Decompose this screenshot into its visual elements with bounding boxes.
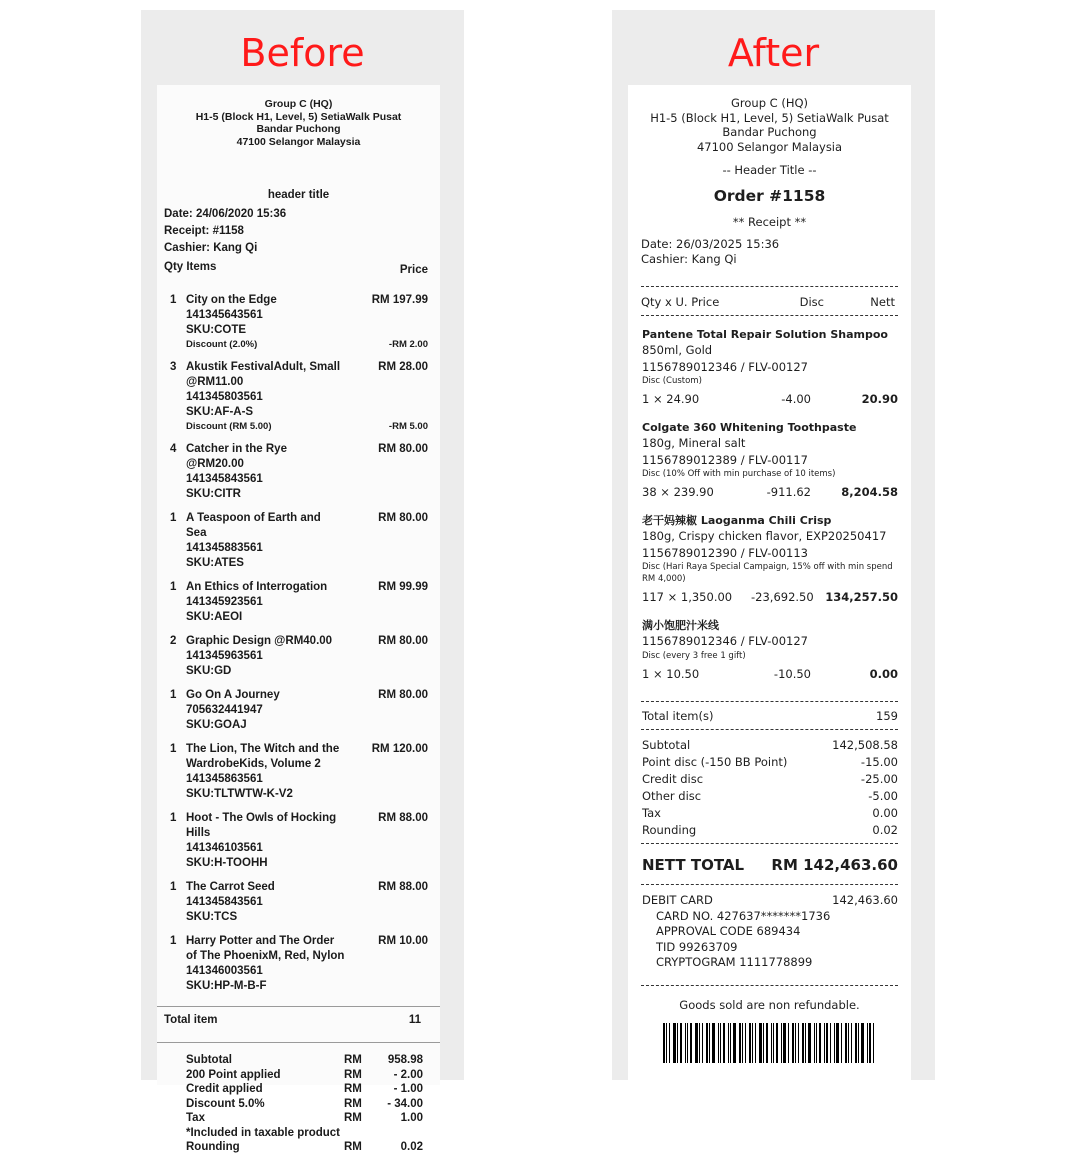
payment-detail: CRYPTOGRAM 1111778899 [656,955,813,969]
barcode-bar [673,1023,676,1063]
list-item: Pantene Total Repair Solution Shampoo 850ml, Gold 1156789012346 / FLV-00127 Disc (Custom) 1 × 24.90 -4.00 20.90 [642,328,898,406]
col-price: Price [399,264,428,276]
payment-detail: APPROVAL CODE 689434 [656,924,801,938]
item-name: The Carrot Seed 141345843561 SKU:TCS [186,881,275,923]
barcode [628,1023,911,1063]
item-qty: 1 [170,881,177,893]
summary-row: Tax RM 1.00 [186,1112,423,1124]
item-discount: Discount (2.0%) -RM 2.00 [186,339,428,350]
list-item: 满小饱肥汁米线 1156789012346 / FLV-00127 Disc (every 3 free 1 gift) 1 × 10.50 -10.50 0.00 [642,619,898,681]
store-line: H1-5 (Block H1, Level, 5) SetiaWalk Pusat [650,110,889,125]
store-line: H1-5 (Block H1, Level, 5) SetiaWalk Pusat [195,110,402,123]
summary-row: Credit disc -25.00 [642,771,898,786]
barcode-bar [752,1023,753,1063]
list-item [157,293,440,338]
item-qty: 4 [170,443,177,455]
barcode-bar [861,1023,864,1063]
barcode-bar [869,1023,871,1063]
barcode-bar [687,1023,688,1063]
barcode-bar [771,1023,772,1063]
barcode-bar [749,1023,751,1063]
item-discount: Disc (Hari Raya Special Campaign, 15% off with min spend RM 4,000) [642,562,893,584]
summary-row: *Included in taxable product [186,1126,340,1139]
barcode-bar [755,1023,756,1063]
barcode-bar [851,1023,852,1063]
barcode-bar [718,1023,719,1063]
item-name: Graphic Design @RM40.00 141345963561 SKU:GD [186,635,333,677]
item-name: Akustik FestivalAdult, Small @RM11.00 141345803561 SKU:AF-A-S [186,361,341,418]
summary [628,737,911,839]
barcode-bar [781,1023,782,1063]
divider [641,729,898,730]
item-price: RM 120.00 [371,743,428,755]
summary-row: Other disc -5.00 [642,788,898,803]
item-qty: 1 [170,935,177,947]
item-calc: 117 × 1,350.00 -23,692.50 134,257.50 [642,590,898,604]
barcode-bar [841,1023,842,1063]
store-line: 47100 Selangor Malaysia [236,135,361,148]
barcode-bar [798,1023,799,1063]
store-line: Group C (HQ) [264,98,333,110]
item-name: Go On A Journey 705632441947 SKU:GOAJ [186,689,280,731]
barcode-bar [669,1023,670,1063]
cashier: Cashier: Kang Qi [164,242,258,254]
barcode-bar [709,1023,710,1063]
total-items: Total item(s) 159 [642,708,898,723]
barcode-bar [773,1023,774,1063]
barcode-bar [830,1023,831,1063]
list-item [157,580,440,625]
item-discount: Disc (10% Off with min purchase of 10 items) [642,469,836,479]
item-price: RM 88.00 [378,812,428,824]
barcode-bar [702,1023,703,1063]
before-receipt [157,85,440,1153]
barcode-bar [699,1023,700,1063]
item-name: Colgate 360 Whitening Toothpaste [642,421,857,434]
barcode-bar [834,1023,835,1063]
list-item: 老干妈辣椒 Laoganma Chili Crisp 180g, Crispy chicken flavor, EXP20250417 1156789012390 / FLV-00113 Disc (Hari Raya Special Campaign, 15% off with min spend RM 4,000) 117 × 1,350.00 -23,692.50 134,257.50 [642,514,898,604]
header-title: -- Header Title -- [722,163,817,177]
summary-row: Subtotal RM 958.98 [186,1054,423,1066]
payment-method: DEBIT CARD 142,463.60 [642,892,898,907]
store-address [628,96,911,154]
receipt-meta [628,237,911,266]
item-calc: 38 × 239.90 -911.62 8,204.58 [642,485,898,499]
barcode-bar [826,1023,828,1063]
item-price: RM 99.99 [378,581,428,593]
barcode-bar [730,1023,731,1063]
barcode-bar [816,1023,817,1063]
barcode-bar [745,1023,746,1063]
item-name: An Ethics of Interrogation 141345923561 SKU:AEOI [186,581,328,623]
receipt-meta [157,206,440,257]
item-list [157,293,440,994]
header-title: header title [267,189,330,201]
payment-detail: CARD NO. 427637*******1736 [656,908,831,923]
summary [157,1042,440,1155]
list-item [157,811,440,871]
list-item [157,688,440,733]
item-name: Harry Potter and The Order of The PhoenixM, Red, Nylon 141346003561 SKU:HP-M-B-F [186,935,345,992]
total-item: Total item 11 [157,1006,440,1028]
barcode-bar [720,1023,721,1063]
item-qty: 1 [170,743,177,755]
barcode-bar [685,1023,686,1063]
item-price: RM 88.00 [378,881,428,893]
item-name: Catcher in the Rye @RM20.00 141345843561 SKU:CITR [186,443,287,500]
nett-total: NETT TOTAL RM 142,463.60 [642,855,898,874]
list-item: Colgate 360 Whitening Toothpaste 180g, Mineral salt 1156789012389 / FLV-00117 Disc (10% Off with min purchase of 10 items) 38 × 239.90 -911.62 8,204.58 [642,421,898,499]
before-title: Before [240,31,365,75]
item-discount: Discount (RM 5.00) -RM 5.00 [186,421,428,432]
barcode-bar [723,1023,725,1063]
item-price: RM 80.00 [378,443,428,455]
store-line: 47100 Selangor Malaysia [696,139,843,154]
barcode-bar [739,1023,741,1063]
barcode-bar [855,1023,857,1063]
store-line: Group C (HQ) [730,96,809,110]
list-item [157,880,440,925]
cashier: Cashier: Kang Qi [641,251,737,266]
summary-row: Rounding RM 0.02 [186,1141,423,1153]
barcode-bar [690,1023,692,1063]
summary-row: 200 Point applied RM - 2.00 [186,1068,423,1081]
after-panel [612,10,935,1080]
barcode-bar [845,1023,847,1063]
barcode-bar [802,1023,804,1063]
order-number: Order #1158 [713,187,826,205]
barcode-bar [677,1023,678,1063]
items-header [157,260,440,278]
item-price: RM 10.00 [378,935,428,947]
barcode-bar [733,1023,736,1063]
store-line: Bandar Puchong [256,123,341,135]
summary-row: Rounding 0.02 [642,822,898,837]
summary-row: Discount 5.0% RM - 34.00 [186,1097,423,1110]
barcode-bar [848,1023,849,1063]
divider [641,315,898,316]
item-qty: 3 [170,361,177,373]
item-qty: 1 [170,689,177,701]
item-calc: 1 × 24.90 -4.00 20.90 [642,392,898,406]
payment-detail: TID 99263709 [656,939,738,954]
barcode-bar [819,1023,821,1063]
barcode-bar [795,1023,796,1063]
barcode-bar [805,1023,806,1063]
item-price: RM 28.00 [378,361,428,373]
receipt-date: Date: 26/03/2025 15:36 [641,237,780,251]
item-name: 老干妈辣椒 Laoganma Chili Crisp [642,514,832,527]
list-item [157,442,440,502]
list-item [157,634,440,679]
item-discount: Disc (Custom) [642,376,702,386]
items-header: Qty x U. Price Disc Nett [641,295,895,309]
barcode-bar [766,1023,768,1063]
barcode-bar [836,1023,839,1063]
item-qty: 1 [170,294,177,306]
divider [641,884,898,885]
barcode-bar [824,1023,825,1063]
store-address [157,98,440,148]
after-receipt [628,85,911,1085]
col-items: Qty Items [164,261,217,273]
store-line: Bandar Puchong [722,125,817,139]
barcode-bar [873,1023,874,1063]
item-name: Pantene Total Repair Solution Shampoo [642,328,888,341]
barcode-bar [776,1023,778,1063]
item-price: RM 197.99 [371,294,428,306]
item-qty: 1 [170,512,177,524]
barcode-bar [706,1023,708,1063]
summary-row: Tax 0.00 [642,805,898,820]
barcode-bar [695,1023,698,1063]
barcode-bar [867,1023,868,1063]
footer-note: Goods sold are non refundable. [679,997,860,1012]
item-price: RM 80.00 [378,635,428,647]
item-price: RM 80.00 [378,689,428,701]
item-qty: 1 [170,581,177,593]
summary-row: Point disc (-150 BB Point) -15.00 [642,754,898,769]
barcode-bar [712,1023,715,1063]
barcode-bar [814,1023,815,1063]
barcode-bar [759,1023,762,1063]
barcode-bar [742,1023,743,1063]
item-qty: 1 [170,812,177,824]
barcode-bar [858,1023,859,1063]
summary-row: Credit applied RM - 1.00 [186,1083,423,1095]
barcode-bar [728,1023,729,1063]
barcode-bar [680,1023,682,1063]
list-item [157,934,440,994]
barcode-bar [808,1023,811,1063]
before-panel [141,10,464,1153]
barcode-bar [763,1023,764,1063]
divider [641,286,898,287]
list-item [157,511,440,571]
barcode-bar [666,1023,667,1063]
item-name: City on the Edge 141345643561 SKU:COTE [186,294,277,336]
after-title: After [727,31,820,75]
item-price: RM 80.00 [378,512,428,524]
barcode-bar [792,1023,794,1063]
receipt-label: ** Receipt ** [732,215,807,229]
receipt-number: Receipt: #1158 [164,225,244,237]
item-qty: 2 [170,635,177,647]
barcode-bar [788,1023,789,1063]
item-name: Hoot - The Owls of Hocking Hills 141346103561 SKU:H-TOOHH [186,812,337,869]
item-name: 满小饱肥汁米线 [642,619,719,632]
divider [641,985,898,986]
barcode-bar [783,1023,786,1063]
barcode-bar [663,1023,665,1063]
item-calc: 1 × 10.50 -10.50 0.00 [642,666,898,681]
summary-row: Subtotal 142,508.58 [642,737,898,752]
item-name: A Teaspoon of Earth and Sea 141345883561 SKU:ATES [186,512,321,569]
divider [641,843,898,844]
list-item [157,742,440,802]
receipt-date: Date: 24/06/2020 15:36 [164,208,287,220]
item-name: The Lion, The Witch and the WardrobeKids, Volume 2 141345863561 SKU:TLTWTW-K-V2 [186,743,340,800]
list-item [157,360,440,420]
payment [628,892,911,971]
divider [641,701,898,702]
item-discount: Disc (every 3 free 1 gift) [642,650,746,661]
